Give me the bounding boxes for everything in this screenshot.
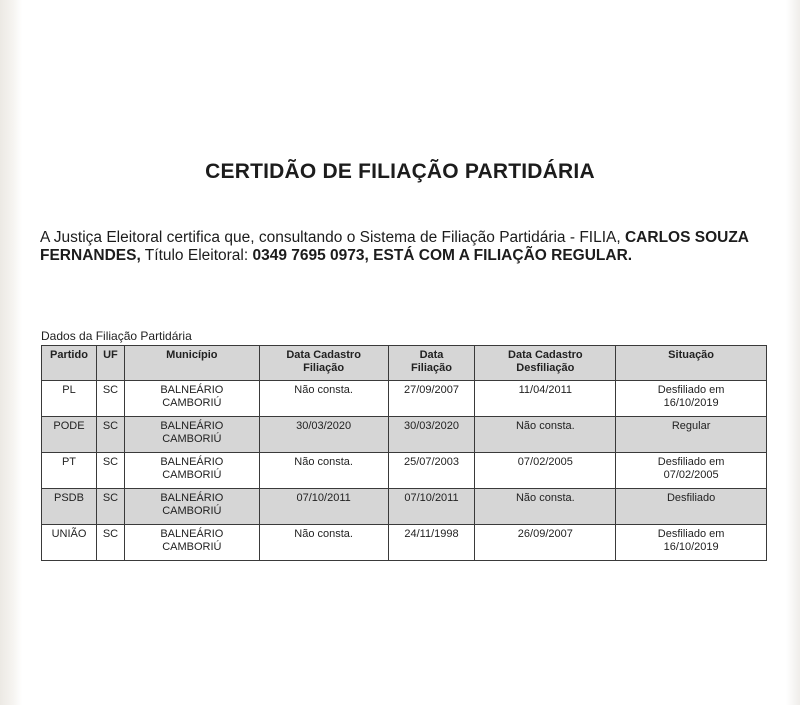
cell-data-cadastro-filiacao: Não consta. — [259, 381, 388, 417]
cell-data-filiacao: 30/03/2020 — [388, 417, 475, 453]
situacao-line: Regular — [671, 420, 711, 432]
header-data-filiacao — [388, 346, 475, 381]
elector-name: CARLOS SOUZA FERNANDES, — [40, 229, 749, 264]
situacao-line: 07/02/2005 — [663, 469, 719, 481]
cell-partido: PT — [42, 453, 97, 489]
cell-municipio — [124, 525, 259, 561]
cell-situacao — [616, 489, 767, 525]
municipio-line: BALNEÁRIO — [160, 384, 224, 396]
cell-situacao — [616, 381, 767, 417]
cell-situacao — [616, 453, 767, 489]
cell-data-filiacao: 27/09/2007 — [388, 381, 475, 417]
municipio-line: CAMBORIÚ — [162, 469, 222, 481]
header-line: Data Cadastro — [286, 349, 361, 361]
situacao-line: Desfiliado — [666, 492, 716, 504]
cell-data-cadastro-filiacao: Não consta. — [259, 525, 388, 561]
cell-data-filiacao: 25/07/2003 — [388, 453, 475, 489]
certification-intro: A Justiça Eleitoral certifica que, consultando o Sistema de Filiação Partidária - FILIA, — [40, 229, 625, 246]
table-row — [42, 417, 767, 453]
voter-title-number: 0349 7695 0973, — [252, 247, 369, 264]
cell-partido: PL — [42, 381, 97, 417]
cell-data-filiacao: 07/10/2011 — [388, 489, 475, 525]
cell-situacao — [616, 417, 767, 453]
municipio-line: CAMBORIÚ — [162, 541, 222, 553]
cell-data-cadastro-desfiliacao: 07/02/2005 — [475, 453, 616, 489]
header-partido: Partido — [42, 346, 97, 381]
cell-uf: SC — [96, 453, 124, 489]
table-header-row — [42, 346, 767, 381]
header-line: Desfiliação — [516, 362, 575, 374]
table-row — [42, 489, 767, 525]
affiliation-table — [41, 345, 767, 561]
document-title: CERTIDÃO DE FILIAÇÃO PARTIDÁRIA — [205, 160, 595, 183]
municipio-line: CAMBORIÚ — [162, 433, 222, 445]
municipio-line: BALNEÁRIO — [160, 420, 224, 432]
cell-data-cadastro-desfiliacao: 26/09/2007 — [475, 525, 616, 561]
cell-data-cadastro-filiacao: 07/10/2011 — [259, 489, 388, 525]
header-data-cadastro-desfiliacao — [475, 346, 616, 381]
affiliation-status: ESTÁ COM A FILIAÇÃO REGULAR. — [368, 247, 633, 264]
header-uf: UF — [96, 346, 124, 381]
header-municipio: Município — [124, 346, 259, 381]
cell-municipio — [124, 453, 259, 489]
cell-data-cadastro-desfiliacao: Não consta. — [475, 417, 616, 453]
cell-partido: PSDB — [42, 489, 97, 525]
situacao-line: Desfiliado em — [657, 384, 725, 396]
voter-title-label: Título Eleitoral: — [140, 247, 253, 264]
municipio-line: CAMBORIÚ — [162, 505, 222, 517]
municipio-line: BALNEÁRIO — [160, 528, 224, 540]
header-line: Filiação — [303, 362, 345, 374]
situacao-line: 16/10/2019 — [663, 397, 719, 409]
cell-uf: SC — [96, 525, 124, 561]
header-line: Data — [419, 349, 444, 361]
cell-municipio — [124, 489, 259, 525]
header-data-cadastro-filiacao — [259, 346, 388, 381]
municipio-line: CAMBORIÚ — [162, 397, 222, 409]
certification-statement — [40, 229, 770, 265]
cell-data-cadastro-filiacao: Não consta. — [259, 453, 388, 489]
municipio-line: BALNEÁRIO — [160, 492, 224, 504]
situacao-line: 16/10/2019 — [663, 541, 719, 553]
table-row — [42, 525, 767, 561]
municipio-line: BALNEÁRIO — [160, 456, 224, 468]
table-row — [42, 381, 767, 417]
cell-uf: SC — [96, 489, 124, 525]
cell-municipio — [124, 381, 259, 417]
header-situacao: Situação — [616, 346, 767, 381]
situacao-line: Desfiliado em — [657, 528, 725, 540]
cell-uf: SC — [96, 381, 124, 417]
header-line: Data Cadastro — [508, 349, 583, 361]
table-row — [42, 453, 767, 489]
cell-data-cadastro-desfiliacao: Não consta. — [475, 489, 616, 525]
cell-partido: UNIÃO — [42, 525, 97, 561]
cell-uf: SC — [96, 417, 124, 453]
cell-situacao — [616, 525, 767, 561]
cell-municipio — [124, 417, 259, 453]
situacao-line: Desfiliado em — [657, 456, 725, 468]
cell-data-filiacao: 24/11/1998 — [388, 525, 475, 561]
cell-data-cadastro-desfiliacao: 11/04/2011 — [475, 381, 616, 417]
cell-data-cadastro-filiacao: 30/03/2020 — [259, 417, 388, 453]
table-caption: Dados da Filiação Partidária — [41, 329, 192, 343]
header-line: Filiação — [411, 362, 452, 374]
cell-partido: PODE — [42, 417, 97, 453]
